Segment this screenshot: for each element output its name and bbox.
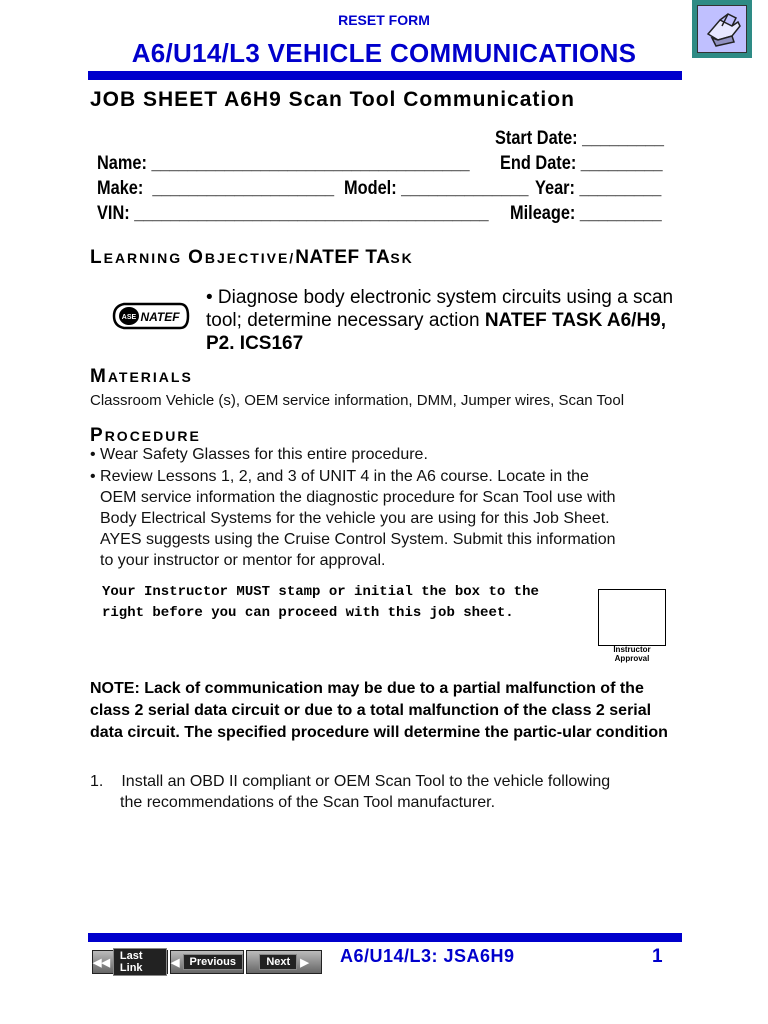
procedure-bullet-1: • Wear Safety Glasses for this entire procedure. bbox=[90, 446, 428, 463]
year-field[interactable]: Year: _________ bbox=[535, 178, 662, 199]
page-title: A6/U14/L3 VEHICLE COMMUNICATIONS bbox=[131, 38, 637, 68]
vin-field[interactable]: VIN: _______________________________________ bbox=[97, 203, 489, 224]
end-date-field[interactable]: End Date: _________ bbox=[500, 153, 663, 174]
footer-divider bbox=[88, 933, 682, 942]
materials-text: Classroom Vehicle (s), OEM service information, DMM, Jumper wires, Scan Tool bbox=[90, 392, 625, 409]
natef-logo-text: NATEF bbox=[140, 310, 180, 324]
next-button[interactable]: Next ▶ bbox=[246, 950, 322, 974]
footer-code: A6/U14/L3: JSA6H9 bbox=[340, 946, 515, 966]
stamp-instruction: Your Instructor MUST stamp or initial the box to the right before you can proceed with this job sheet. bbox=[102, 584, 539, 621]
note-text: NOTE: Lack of communication may be due to a partial malfunction of the class 2 serial data circuit or due to a total malfunction of the class 2 serial data circuit. The specified procedure will determine the partic-ular condition bbox=[90, 680, 668, 741]
ase-badge: ASE bbox=[121, 314, 137, 321]
last-link-button[interactable]: ◀◀ Last Link bbox=[92, 950, 168, 974]
start-date-field[interactable]: Start Date: _________ bbox=[495, 128, 664, 149]
procedure-bullet-2: • Review Lessons 1, 2, and 3 of UNIT 4 in the A6 course. Locate in the OEM service information the diagnostic procedure for Scan Tool use with Body Electrical Systems for the vehicle you are using for this Job Sheet. AYES suggests using the Cruise Control System. Submit this information to your instructor or mentor for approval. bbox=[90, 468, 616, 569]
procedure-heading: PROCEDURE bbox=[90, 425, 201, 446]
previous-button[interactable]: ◀ Previous bbox=[170, 950, 244, 974]
reset-form-link[interactable]: RESET FORM bbox=[338, 12, 430, 28]
materials-heading: MATERIALS bbox=[90, 366, 193, 387]
instructor-approval-box[interactable] bbox=[598, 589, 666, 646]
job-sheet-title: JOB SHEET A6H9 Scan Tool Communication bbox=[90, 88, 575, 111]
procedure-step: 1. Install an OBD II compliant or OEM Scan Tool to the vehicle following the recommendations of the Scan Tool manufacturer. bbox=[90, 773, 611, 811]
instructor-approval-label: Instructor Approval bbox=[613, 645, 651, 663]
header-divider bbox=[88, 71, 682, 80]
objective-heading: LEARNING OBJECTIVE/NATEF TASK bbox=[90, 247, 414, 268]
make-field[interactable]: Make: ____________________ bbox=[97, 178, 335, 199]
name-field[interactable]: Name: ___________________________________ bbox=[97, 153, 470, 174]
natef-logo bbox=[110, 294, 190, 338]
page-number: 1 bbox=[652, 946, 663, 967]
model-field[interactable]: Model: ______________ bbox=[344, 178, 529, 199]
objective-text: • Diagnose body electronic system circuits using a scan tool; determine necessary action NATEF TASK A6/H9, P2. ICS167 bbox=[206, 287, 674, 354]
mileage-field[interactable]: Mileage: _________ bbox=[510, 203, 662, 224]
